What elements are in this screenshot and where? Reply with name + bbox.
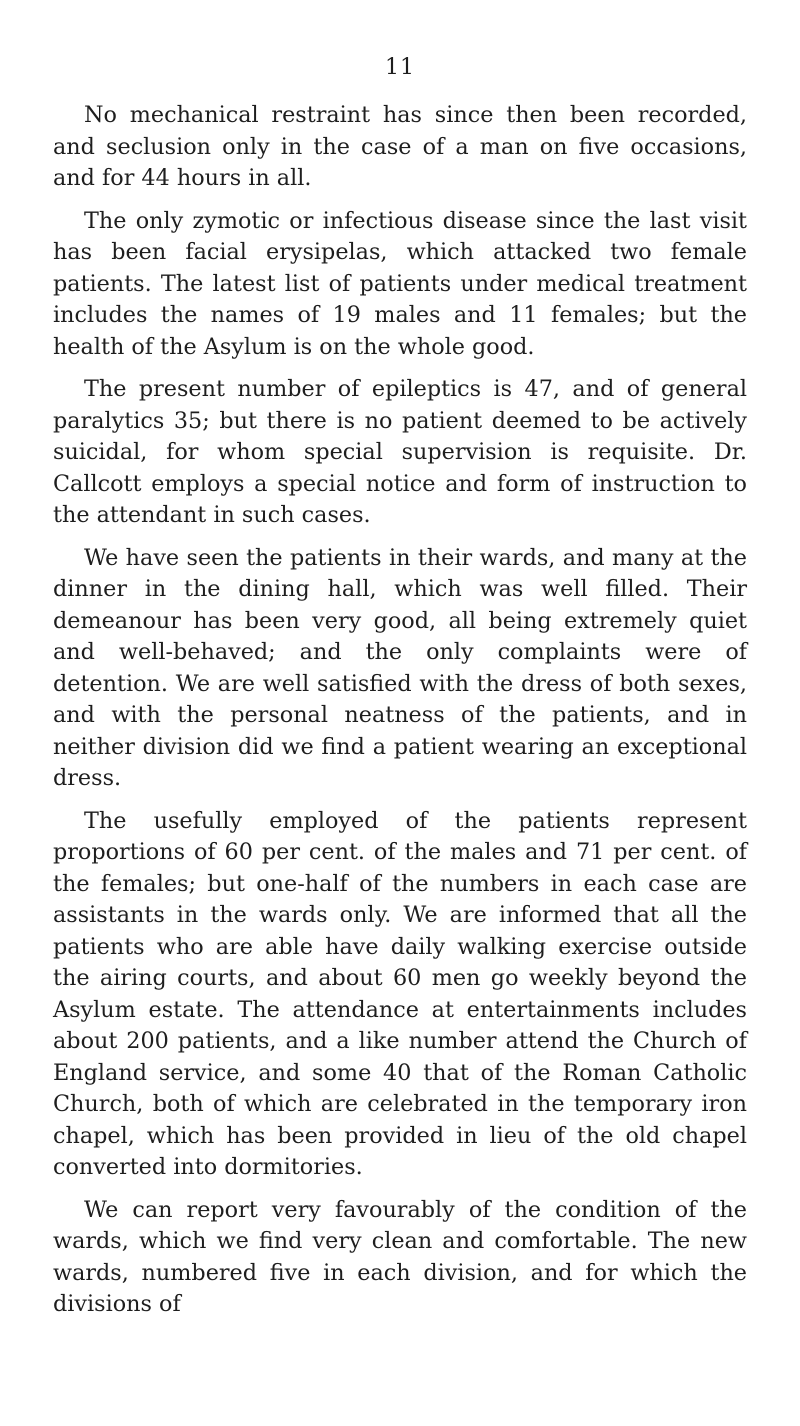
paragraph-restraint: No mechanical restraint has since then been recorded, and seclusion only in the case of a man on five occasions, and for 44 hours in all. [53,102,747,191]
body-text [53,100,747,1332]
page-number: 11 [385,55,415,80]
paragraph-wards-visit: We have seen the patients in their wards, and many at the dinner in the dining hall, which was well filled. Their demeanour has been very good, all being extremely quiet and well-behaved; and the only complaints were of detention. We are well satisfied with the dress of both sexes, and with the personal neatness of the patients, and in neither division did we find a patient wearing an exceptional dress. [53,544,747,791]
paragraph-disease: The only zymotic or infectious disease since the last visit has been facial erysipelas, which attacked two female patients. The latest list of patients under medical treatment includes the names of 19 males and 11 females; but the health of the Asylum is on the whole good. [53,207,747,360]
paragraph-epileptics: The present number of epileptics is 47, and of general paralytics 35; but there is no patient deemed to be actively suicidal, for whom special supervision is requisite. Dr. Callcott employs a special notice and form of instruction to the attendant in such cases. [53,376,747,528]
paragraph-ward-condition: We can report very favourably of the condition of the wards, which we find very clean and comfortable. The new wards, numbered five in each division, and for which the divisions of [53,1196,747,1317]
paragraph-employment: The usefully employed of the patients represent proportions of 60 per cent. of the males and 71 per cent. of the females; but one-half of the numbers in each case are assistants in the wards only. We are informed that all the patients who are able have daily walking exercise outside the airing courts, and about 60 men go weekly beyond the Asylum estate. The attendance at entertainments includes about 200 patients, and a like number attend the Church of England service, and some 40 that of the Roman Catholic Church, both of which are celebrated in the temporary iron chapel, which has been provided in lieu of the old chapel converted into dormitories. [53,807,747,1180]
